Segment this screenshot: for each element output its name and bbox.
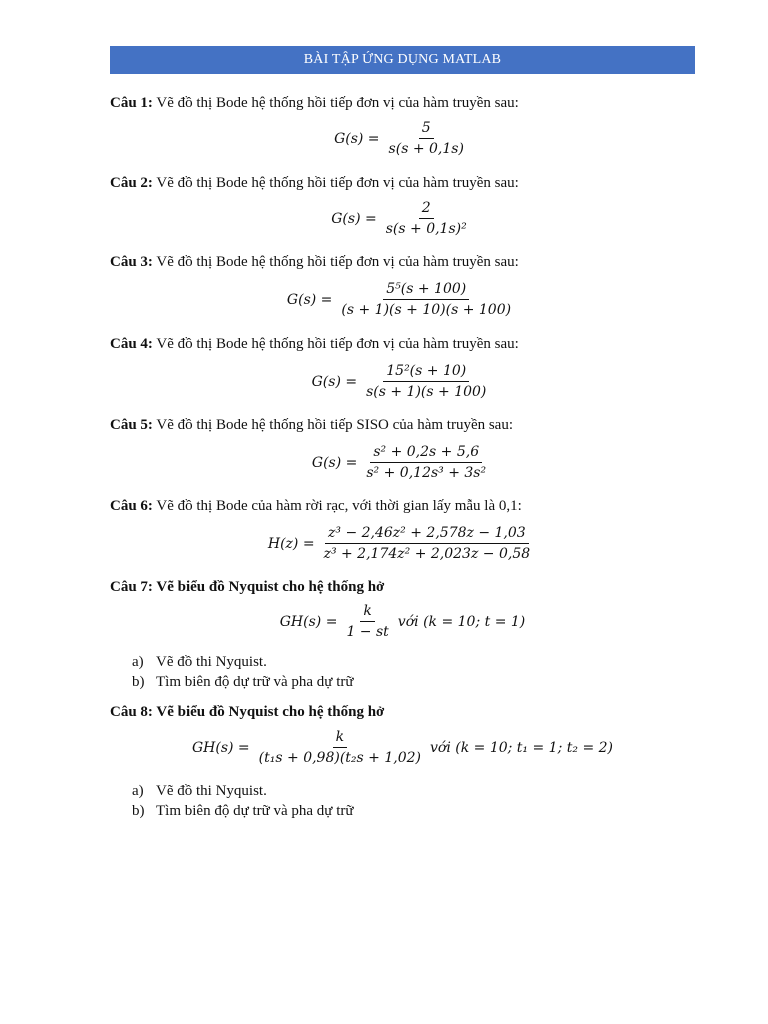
question-5 — [110, 416, 513, 434]
equation-lhs: G(s) = — [311, 373, 358, 390]
denominator: s(s + 0,1s) — [388, 141, 464, 157]
question-label: Câu 8: — [110, 704, 153, 720]
question-label: Câu 4: — [110, 336, 153, 352]
equation-8 — [110, 729, 695, 766]
equation-condition: với (k = 10; t = 1) — [397, 613, 526, 630]
denominator: s(s + 0,1s)² — [385, 221, 467, 237]
equation-3 — [110, 281, 695, 318]
equation-7 — [110, 603, 695, 640]
numerator: 5 — [419, 120, 434, 139]
list-marker: b) — [132, 674, 145, 690]
question-4 — [110, 335, 519, 353]
question-7 — [110, 578, 384, 596]
list-marker: a) — [132, 654, 144, 670]
question-label: Câu 3: — [110, 254, 153, 270]
list-text: Tìm biên độ dự trữ và pha dự trữ — [156, 674, 354, 690]
equation-lhs: G(s) = — [311, 454, 358, 471]
page-title: BÀI TẬP ỨNG DỤNG MATLAB — [110, 46, 695, 74]
fraction — [343, 603, 391, 640]
list-marker: a) — [132, 783, 144, 799]
equation-6 — [110, 525, 695, 562]
question-1 — [110, 94, 519, 112]
list-text: Tìm biên độ dự trữ và pha dự trữ — [156, 803, 354, 819]
list-text: Vẽ đồ thi Nyquist. — [156, 783, 267, 799]
question-text: Vẽ đồ thị Bode hệ thống hồi tiếp đơn vị của hàm truyền sau: — [152, 336, 519, 352]
numerator: 5⁵(s + 100) — [383, 281, 469, 300]
list-item — [132, 653, 267, 671]
equation-1 — [110, 120, 695, 157]
question-2 — [110, 174, 519, 192]
equation-lhs: G(s) = — [334, 130, 380, 147]
equation-2 — [110, 200, 695, 237]
question-6 — [110, 497, 522, 515]
numerator: z³ − 2,46z² + 2,578z − 1,03 — [325, 525, 529, 544]
fraction — [321, 525, 534, 562]
equation-5 — [110, 444, 695, 481]
denominator: (s + 1)(s + 10)(s + 100) — [341, 302, 512, 318]
question-8 — [110, 703, 384, 721]
question-text: Vẽ đồ thị Bode hệ thống hồi tiếp SISO của hàm truyền sau: — [152, 417, 514, 433]
question-text: Vẽ biểu đồ Nyquist cho hệ thống hở — [152, 579, 385, 595]
equation-condition: với (k = 10; t₁ = 1; t₂ = 2) — [429, 739, 613, 756]
denominator: 1 − st — [346, 624, 389, 640]
list-item — [132, 802, 353, 820]
equation-4 — [110, 363, 695, 400]
fraction — [386, 120, 467, 157]
denominator: z³ + 2,174z² + 2,023z − 0,58 — [323, 546, 531, 562]
question-label: Câu 2: — [110, 175, 153, 191]
fraction — [383, 200, 470, 237]
denominator: (t₁s + 0,98)(t₂s + 1,02) — [258, 750, 421, 766]
list-text: Vẽ đồ thi Nyquist. — [156, 654, 267, 670]
question-label: Câu 1: — [110, 95, 153, 111]
list-item — [132, 782, 267, 800]
list-item — [132, 673, 353, 691]
question-text: Vẽ đồ thị Bode hệ thống hồi tiếp đơn vị của hàm truyền sau: — [152, 254, 519, 270]
denominator: s(s + 1)(s + 100) — [366, 384, 487, 400]
numerator: 15²(s + 10) — [383, 363, 469, 382]
fraction — [363, 363, 489, 400]
numerator: 2 — [419, 200, 434, 219]
question-3 — [110, 253, 519, 271]
equation-lhs: G(s) = — [286, 291, 333, 308]
numerator: s² + 0,2s + 5,6 — [370, 444, 482, 463]
fraction — [363, 444, 489, 481]
question-label: Câu 6: — [110, 498, 153, 514]
fraction — [256, 729, 424, 766]
question-text: Vẽ đồ thị Bode của hàm rời rạc, với thời gian lấy mẫu là 0,1: — [152, 498, 522, 514]
equation-lhs: G(s) = — [331, 210, 377, 227]
denominator: s² + 0,12s³ + 3s² — [366, 465, 487, 481]
equation-lhs: GH(s) = — [279, 613, 338, 630]
question-label: Câu 5: — [110, 417, 153, 433]
equation-lhs: H(z) = — [267, 535, 315, 552]
question-text: Vẽ biểu đồ Nyquist cho hệ thống hở — [152, 704, 385, 720]
question-text: Vẽ đồ thị Bode hệ thống hồi tiếp đơn vị của hàm truyền sau: — [152, 95, 519, 111]
list-marker: b) — [132, 803, 145, 819]
question-label: Câu 7: — [110, 579, 153, 595]
numerator: k — [360, 603, 374, 622]
equation-lhs: GH(s) = — [191, 739, 250, 756]
numerator: k — [333, 729, 347, 748]
question-text: Vẽ đồ thị Bode hệ thống hồi tiếp đơn vị của hàm truyền sau: — [152, 175, 519, 191]
fraction — [338, 281, 514, 318]
